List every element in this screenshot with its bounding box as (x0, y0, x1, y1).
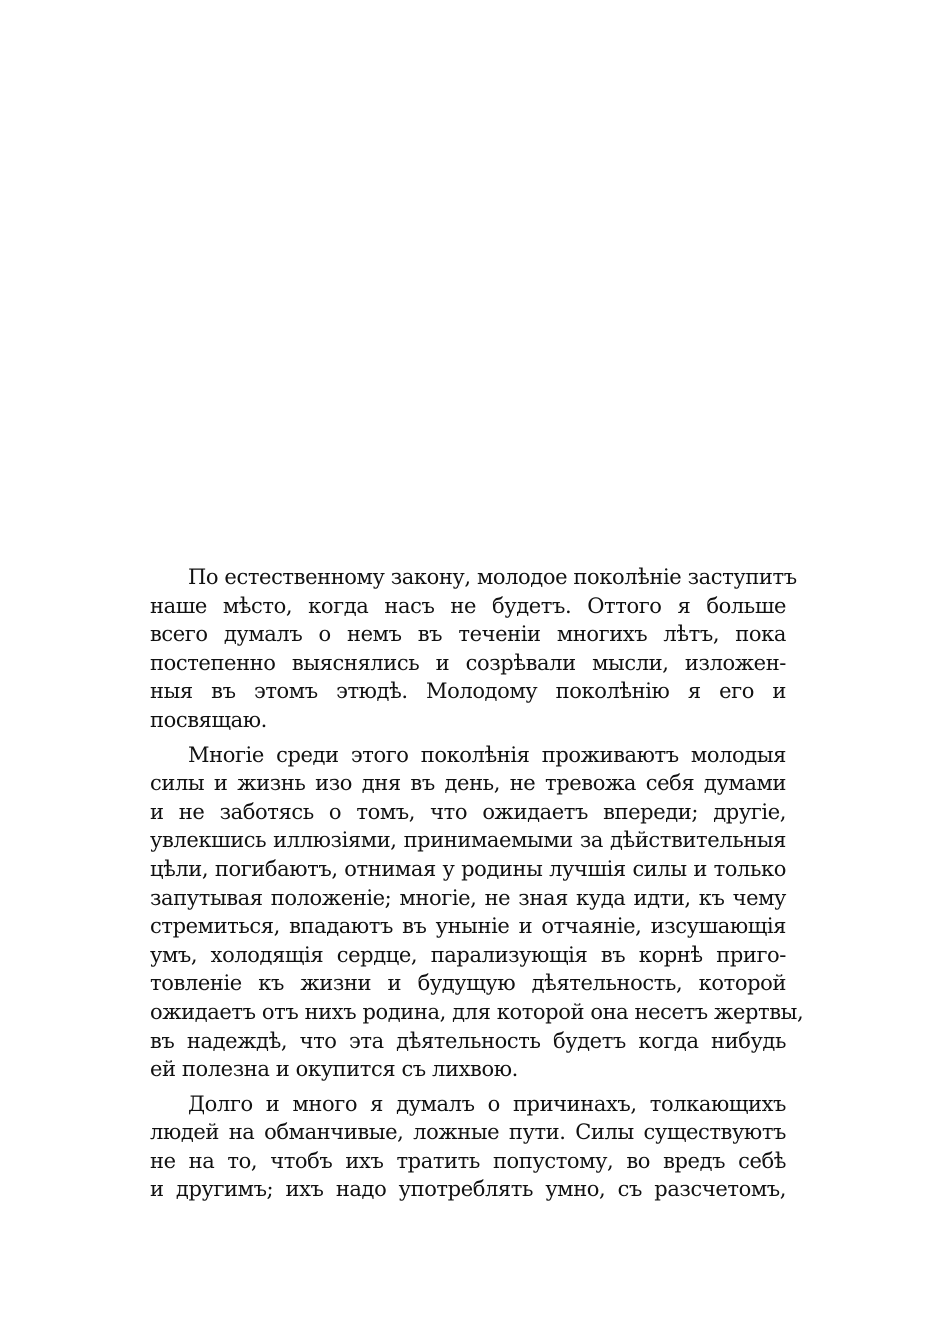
text-line: увлекшись иллюзіями, принимаемыми за дѣйствительныя (150, 828, 786, 853)
text-line: По естественному закону, молодое поколѣніе заступитъ (188, 565, 797, 589)
text-line: не на то, чтобъ ихъ тратить попустому, во вредъ себѣ (150, 1148, 786, 1173)
text-line: всего думалъ о немъ въ теченіи многихъ лѣтъ, пока (150, 622, 786, 647)
body-text (150, 563, 804, 1210)
text-line: товленіе къ жизни и будущую дѣятельность, которой (150, 971, 786, 996)
text-line: Многіе среди этого поколѣнія проживаютъ молодыя (188, 742, 786, 767)
paragraph-1 (150, 563, 797, 735)
text-line: цѣли, погибаютъ, отнимая у родины лучшія силы и только (150, 856, 786, 881)
paragraph-2 (150, 741, 804, 1084)
text-line: ей полезна и окупится съ лихвою. (150, 1057, 518, 1082)
text-line: ныя въ этомъ этюдѣ. Молодому поколѣнію я его и (150, 679, 786, 704)
text-line: людей на обманчивые, ложные пути. Силы существуютъ (150, 1120, 786, 1145)
text-line: силы и жизнь изо дня въ день, не тревожа себя думами (150, 771, 786, 796)
text-line: посвящаю. (150, 707, 267, 732)
text-line: Долго и много я думалъ о причинахъ, толкающихъ (188, 1091, 786, 1116)
text-line: наше мѣсто, когда насъ не будетъ. Оттого я больше (150, 593, 786, 618)
text-line: запутывая положеніе; многіе, не зная куда идти, къ чему (150, 885, 786, 910)
text-line: и другимъ; ихъ надо употреблять умно, съ разсчетомъ, (150, 1177, 786, 1202)
text-line: умъ, холодящія сердце, парализующія въ корнѣ приго- (150, 942, 786, 967)
text-line: и не заботясь о томъ, что ожидаетъ впереди; другіе, (150, 799, 786, 824)
text-line: въ надеждѣ, что эта дѣятельность будетъ когда нибудь (150, 1028, 786, 1053)
text-line: ожидаетъ отъ нихъ родина, для которой она несетъ жертвы, (150, 999, 804, 1024)
text-line: стремиться, впадаютъ въ уныніе и отчаяніе, изсушающія (150, 914, 786, 939)
paragraph-3 (150, 1090, 786, 1204)
text-line: постепенно выяснялись и созрѣвали мысли, изложен- (150, 650, 786, 675)
